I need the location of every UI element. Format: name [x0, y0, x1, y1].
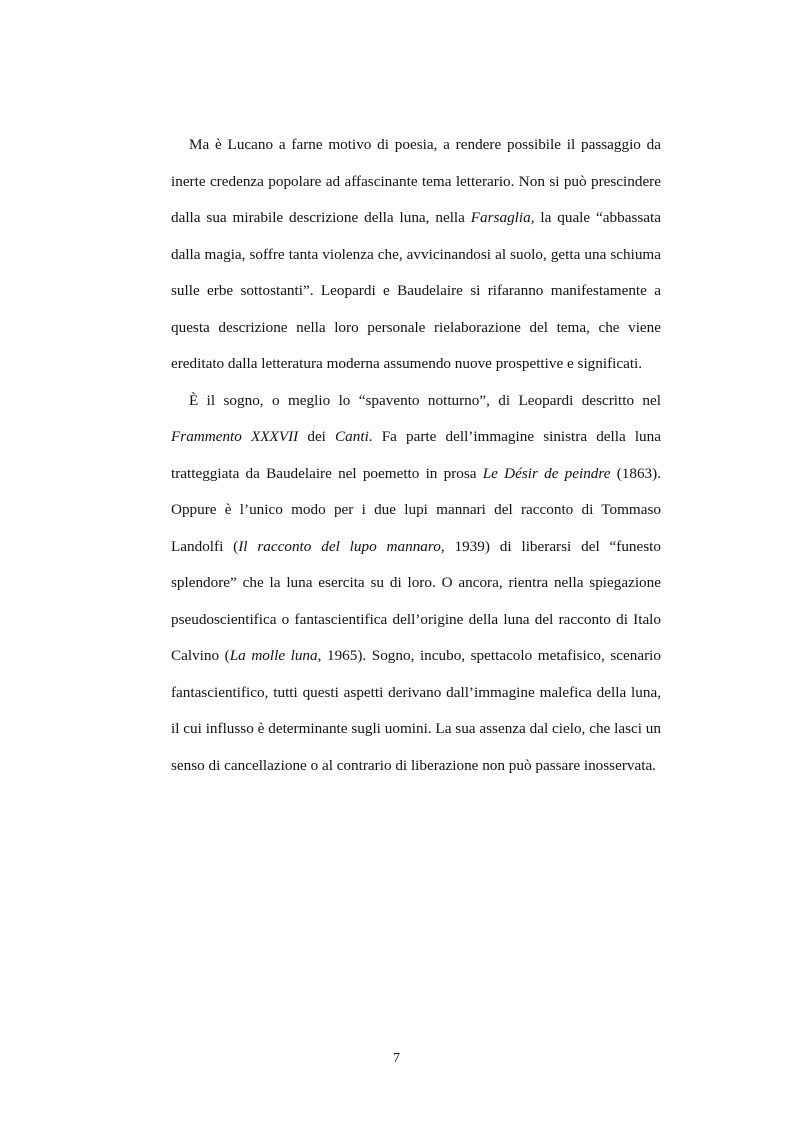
text-segment: (1863). Oppure è l’unico modo per i due lupi mannari del racconto di Tommaso Landolfi (	[171, 464, 662, 555]
text-segment: dei	[298, 428, 336, 445]
text-segment: , 1939) di liberarsi del “funesto splendore” che la luna esercita su di loro. O ancora, rientra nella spiegazione pseudoscientifica o fantascientifica dell’origine della luna del racconto di Italo Calvino (	[171, 537, 661, 664]
text-segment: È il sogno, o meglio lo “spavento notturno”, di Leopardi descritto nel	[189, 391, 661, 409]
text-segment: . Fa parte dell’immagine sinistra della luna tratteggiata da Baudelaire nel poemetto in prosa	[171, 428, 661, 482]
title-la-molle-luna: La molle luna	[229, 647, 318, 664]
page-number: 7	[393, 1051, 400, 1066]
paragraph-lucano	[171, 127, 661, 383]
title-canti: Canti	[335, 428, 369, 445]
text-segment: , 1965). Sogno, incubo, spettacolo metafisico, scenario fantascientifico, tutti questi aspetti derivano dall’immagine malefica della luna, il cui influsso è determinante sugli uomini. La sua assenza dal cielo, che lasci un senso di cancellazione o al contrario di liberazione non può passare inosservata.	[171, 647, 661, 774]
text-segment: Ma è Lucano a farne motivo di poesia, a rendere possibile il passaggio da inerte credenza popolare ad affascinante tema letterario. Non si può prescindere dalla sua mirabile descrizione della luna, nella	[171, 136, 661, 226]
text-segment: , la quale “abbassata dalla magia, soffre tanta violenza che, avvicinandosi al suolo, getta una schiuma sulle erbe sottostanti”. Leopardi e Baudelaire si rifaranno manifestamente a questa descrizione nella loro personale rielaborazione del tema, che viene ereditato dalla letteratura moderna assumendo nuove prospettive e significati.	[171, 209, 661, 372]
paragraph-sogno	[171, 383, 661, 785]
title-le-desir-de-peindre: Le Désir de peindre	[482, 464, 611, 482]
title-frammento: Frammento XXXVII	[171, 428, 299, 445]
title-farsaglia: Farsaglia	[470, 209, 531, 226]
title-il-racconto-del-lupo-mannaro: Il racconto del lupo mannaro	[238, 537, 441, 555]
body-text	[171, 127, 661, 784]
